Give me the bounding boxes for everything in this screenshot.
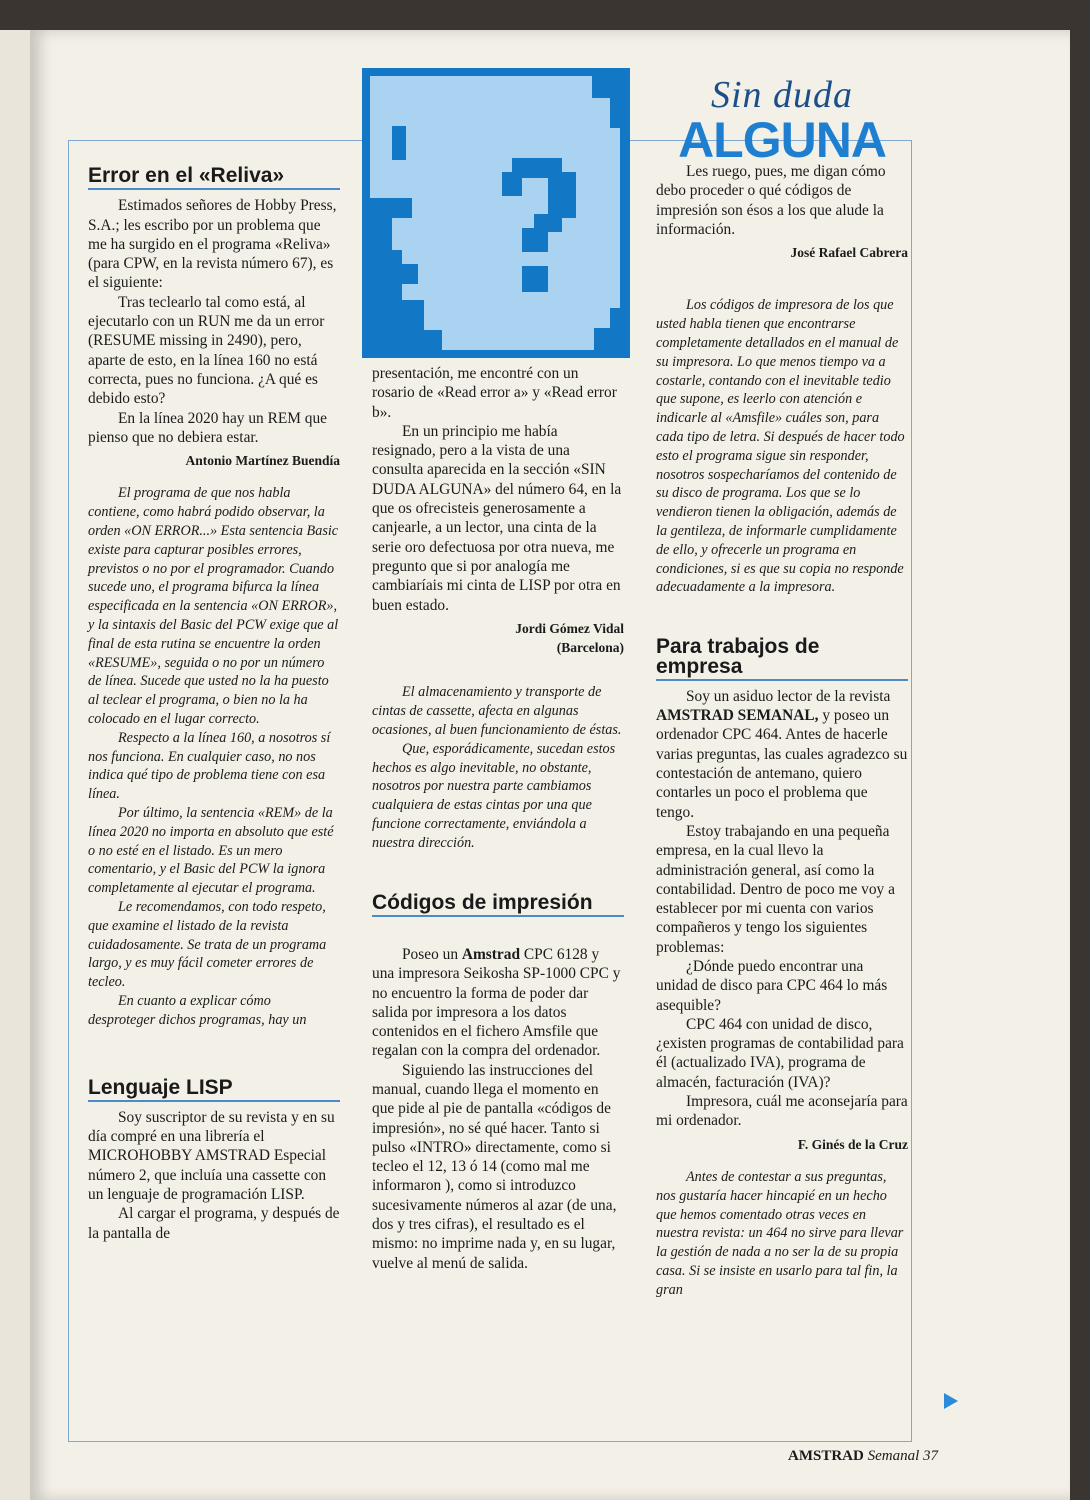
bold-run: AMSTRAD SEMANAL, [656, 707, 819, 725]
letter-signature: F. Ginés de la Cruz [797, 1136, 908, 1152]
letter-paragraph: Al cargar el programa, y después de la pantalla de [88, 1205, 340, 1242]
footer-magazine: AMSTRAD [787, 1448, 864, 1464]
reply-paragraph: Los códigos de impresora de los que usted habla tienen que encontrarse completamente detallados en el manual de su impresora. Lo que menos tiempo va a costarle, contando con el inevitable tedio que supone, es leerlo con atención e indicarle al «Amsfile» cuáles son, para cada tipo de letra. Si después de hacer todo esto el programa sigue sin responder, nosotros sospecharíamos del contenido de su disco de programa. Los que se lo vendieron tienen la obligación, además de la gentileza, de informarle cumplidamente de ello, y ofrecerle un programa en condiciones, si es que su copia no responde adecuadamente a la impresora. [656, 297, 905, 596]
letter-paragraph: Tras teclearlo tal como está, al ejecutarlo con un RUN me da un error (RESUME missing in 2490), pero, aparte de esto, en la línea 160 no está correcta, pues no funciona. ¿A qué es debido esto? [88, 293, 325, 408]
reply-paragraph: En cuanto a explicar cómo desproteger dichos programas, hay un [88, 992, 307, 1028]
letter-paragraph: Soy suscriptor de su revista y en su día compré en una librería el MICROHOBBY AMSTRAD Especial número 2, que incluía una cassette con un lenguaje de programación LISP. [88, 1108, 335, 1204]
heading-trabajos-empresa: Para trabajos de empresa [656, 637, 908, 681]
reply-paragraph: Antes de contestar a sus preguntas, nos gustaría hacer hincapié en un hecho que hemos comentado otras veces en nuestra revista: un 464 no sirve para llevar la gestión de nada a no ser la de su propia casa. Si se insiste en usarlo para tal fin, la gran [656, 1168, 904, 1298]
question-head-graphic [362, 68, 630, 358]
heading-codigos-impresion: Códigos de impresión [372, 893, 624, 917]
reply-paragraph: Por último, la sentencia «REM» de la línea 2020 no importa en absoluto que esté o no esté en el listado. Es un mero comentario, y el Basic del PCW la ignora completamente al ejecutar el programa. [88, 805, 334, 897]
letter-paragraph [372, 945, 624, 1061]
letter-paragraph [656, 687, 908, 822]
letter-paragraph: ¿Dónde puedo encontrar una unidad de disco para CPC 464 lo más asequible? [656, 957, 888, 1014]
bold-run: Amstrad [461, 945, 521, 963]
continue-arrow-icon [944, 1393, 958, 1409]
text-run: Poseo un [402, 945, 459, 963]
heading-error-reliva: Error en el «Reliva» [88, 166, 340, 190]
footer-page-number: 37 [923, 1448, 938, 1464]
letter-paragraph: En la línea 2020 hay un REM que pienso que no debiera estar. [88, 409, 328, 446]
reply-paragraph: Respecto a la línea 160, a nosotros sí nos funciona. En cualquier caso, no nos indica qué tipo de problema tiene con esa línea. [88, 729, 331, 803]
column-3 [656, 162, 908, 1300]
text-run: y poseo un ordenador CPC 464. Antes de hacerle varias preguntas, las cuales agradezco su contestación de antemano, quiero contarles un poco el problema que tengo. [656, 707, 908, 821]
reply-paragraph: El programa de que nos habla contiene, como habrá podido observar, la orden «ON ERROR...» Esta sentencia Basic existe para capturar posibles errores, previstos o no por el programador. Cuando sucede uno, el programa bifurca la línea especificada en la sentencia «ON ERROR», y la sintaxis del Basic del PCW exige que al final de esta rutina se encuentre la orden «RESUME», seguida o no por un número de línea. Sucede que usted no la ha puesto al teclear el programa, o bien no la ha colocado en el lugar correcto. [88, 485, 339, 728]
heading-lenguaje-lisp: Lenguaje LISP [88, 1078, 340, 1102]
question-head-illustration [362, 68, 630, 358]
footer-section: Semanal [867, 1448, 920, 1464]
section-subtitle: Sin duda [710, 74, 854, 116]
text-run: CPC 6128 y una impresora Seikosha SP-1000 CPC y no encuentro la forma de poder dar salida por impresora a los datos contenidos en el fichero Amsfile que regalan con la compra del ordenador. [372, 945, 621, 1060]
section-title-main: ALGUNA [678, 112, 886, 168]
letter-signature: Jordi Gómez Vidal [515, 620, 624, 636]
reply-paragraph: Que, esporádicamente, sucedan estos hechos es algo inevitable, no obstante, nosotros por nuestra parte cambiamos cualquiera de estas cintas por una que funcione correctamente, enviándola a nuestra dirección. [372, 740, 616, 851]
letter-signature-place: (Barcelona) [556, 640, 624, 656]
text-run: Soy un asiduo lector de la revista [686, 687, 891, 705]
letter-paragraph: presentación, me encontré con un rosario de «Read error a» y «Read error b». [372, 365, 617, 421]
letter-paragraph: CPC 464 con unidad de disco, ¿existen programas de contabilidad para él (actualizado IVA), programa de almacén, facturación (IVA)? [656, 1015, 904, 1091]
column-1 [88, 166, 340, 1243]
letter-paragraph: Estoy trabajando en una pequeña empresa, en la cual llevo la administración general, así como la contabilidad. Dentro de poco me voy a establecer por mi cuenta con varios compañeros y tengo los siguientes problemas: [656, 822, 895, 956]
reply-paragraph: El almacenamiento y transporte de cintas de cassette, afecta en algunas ocasiones, al buen funcionamiento de éstas. [372, 684, 622, 739]
column-2 [372, 364, 624, 1273]
facing-page-edge [0, 30, 33, 1500]
letter-paragraph: Les ruego, pues, me digan cómo debo proceder o qué códigos de impresión son ésos a los que alude la información. [656, 163, 886, 238]
letter-signature: José Rafael Cabrera [790, 245, 908, 261]
letter-paragraph: Siguiendo las instrucciones del manual, cuando llega el momento en que pide al pie de pantalla «códigos de impresión», no sé qué hacer. Tanto si pulso «INTRO» directamente, como si tecleo el 12, 13 ó 14 (como mal me informaron ), como si introduzco sucesivamente números al azar (de una, dos y tres cifras), el resultado es el mismo: no imprime nada y, en su lugar, vuelve al menú de salida. [372, 1061, 617, 1272]
letter-paragraph: Impresora, cuál me aconsejaría para mi ordenador. [656, 1093, 908, 1130]
letter-paragraph: En un principio me había resignado, pero a la vista de una consulta aparecida en la sección «SIN DUDA ALGUNA» del número 64, en la que os ofrecisteis generosamente a canjearle, a un lector, una cinta de la serie oro defectuosa por otra nueva, me pregunto que si por analogía me cambiaríais mi cinta de LISP por otra en buen estado. [372, 422, 622, 614]
page-footer [788, 1448, 938, 1465]
letter-signature: Antonio Martínez Buendía [185, 453, 340, 469]
section-title [652, 74, 912, 168]
letter-paragraph: Estimados señores de Hobby Press, S.A.; les escribo por un problema que me ha surgido en el programa «Reliva» (para CPW, en la revista número 67), es el siguiente: [88, 197, 337, 292]
reply-paragraph: Le recomendamos, con todo respeto, que examine el listado de la revista cuidadosamente. Se trata de un programa largo, y es muy fácil cometer errores de tecleo. [88, 898, 327, 991]
